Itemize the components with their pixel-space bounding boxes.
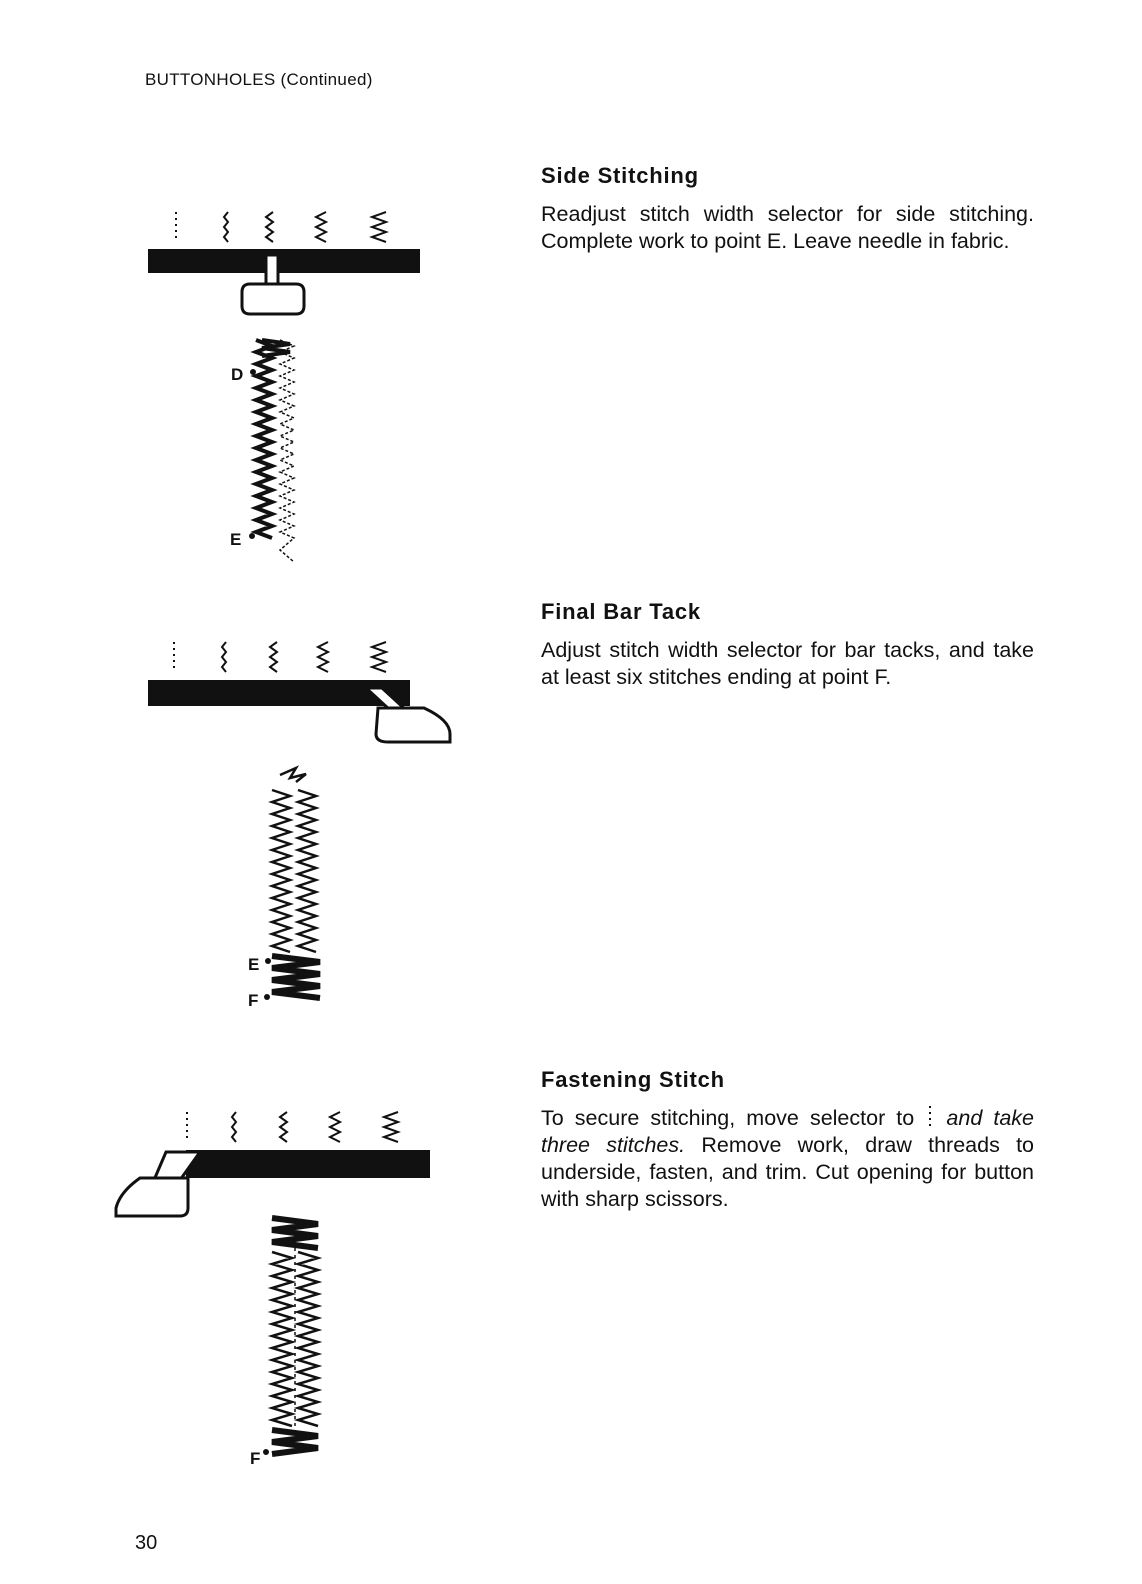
final-bar-tack-illustration [0, 630, 520, 1020]
page-header: BUTTONHOLES (Continued) [145, 70, 373, 89]
stitch-width-selector-icon [174, 642, 386, 672]
side-stitching-illustration [0, 200, 520, 580]
fastening-stitch-illustration [0, 1100, 520, 1480]
section-title-final-bar-tack: Final Bar Tack [541, 599, 701, 624]
section-body-side-stitching: Readjust stitch width selector for side stitching. Complete work to point E. Leave needle in fabric. [541, 202, 1034, 253]
section-title-side-stitching: Side Stitching [541, 163, 699, 188]
stitch-column [272, 768, 320, 998]
section-body-fastening-stitch [541, 1105, 1034, 1213]
stitch-width-selector-icon [176, 212, 386, 242]
presser-foot-bar [186, 1150, 430, 1178]
stitch-column [256, 340, 294, 562]
stitch-width-selector-icon [187, 1112, 398, 1142]
point-label-e: E [230, 530, 242, 549]
point-label-e: E [248, 955, 260, 974]
point-label-f: F [248, 991, 259, 1010]
point-label-d: D [231, 365, 244, 384]
section-body-final-bar-tack: Adjust stitch width selector for bar tacks, and take at least six stitches ending at point F. [541, 638, 1034, 689]
stitch-column [272, 1218, 318, 1454]
page-number: 30 [135, 1532, 158, 1554]
straight-stitch-selector-icon [925, 1105, 935, 1129]
presser-foot-bar [148, 249, 420, 273]
body-text-part-1: To secure stitching, move selector to [541, 1106, 915, 1130]
point-label-f: F [250, 1449, 261, 1468]
section-title-fastening-stitch: Fastening Stitch [541, 1067, 725, 1092]
body-text-part-3: Remove work, draw threads to underside, fasten, and trim. Cut opening for button with sharp scissors. [541, 1133, 1034, 1211]
body-text-part-2: and take three stitches. [541, 1106, 1034, 1157]
presser-foot-icon [116, 1152, 200, 1216]
